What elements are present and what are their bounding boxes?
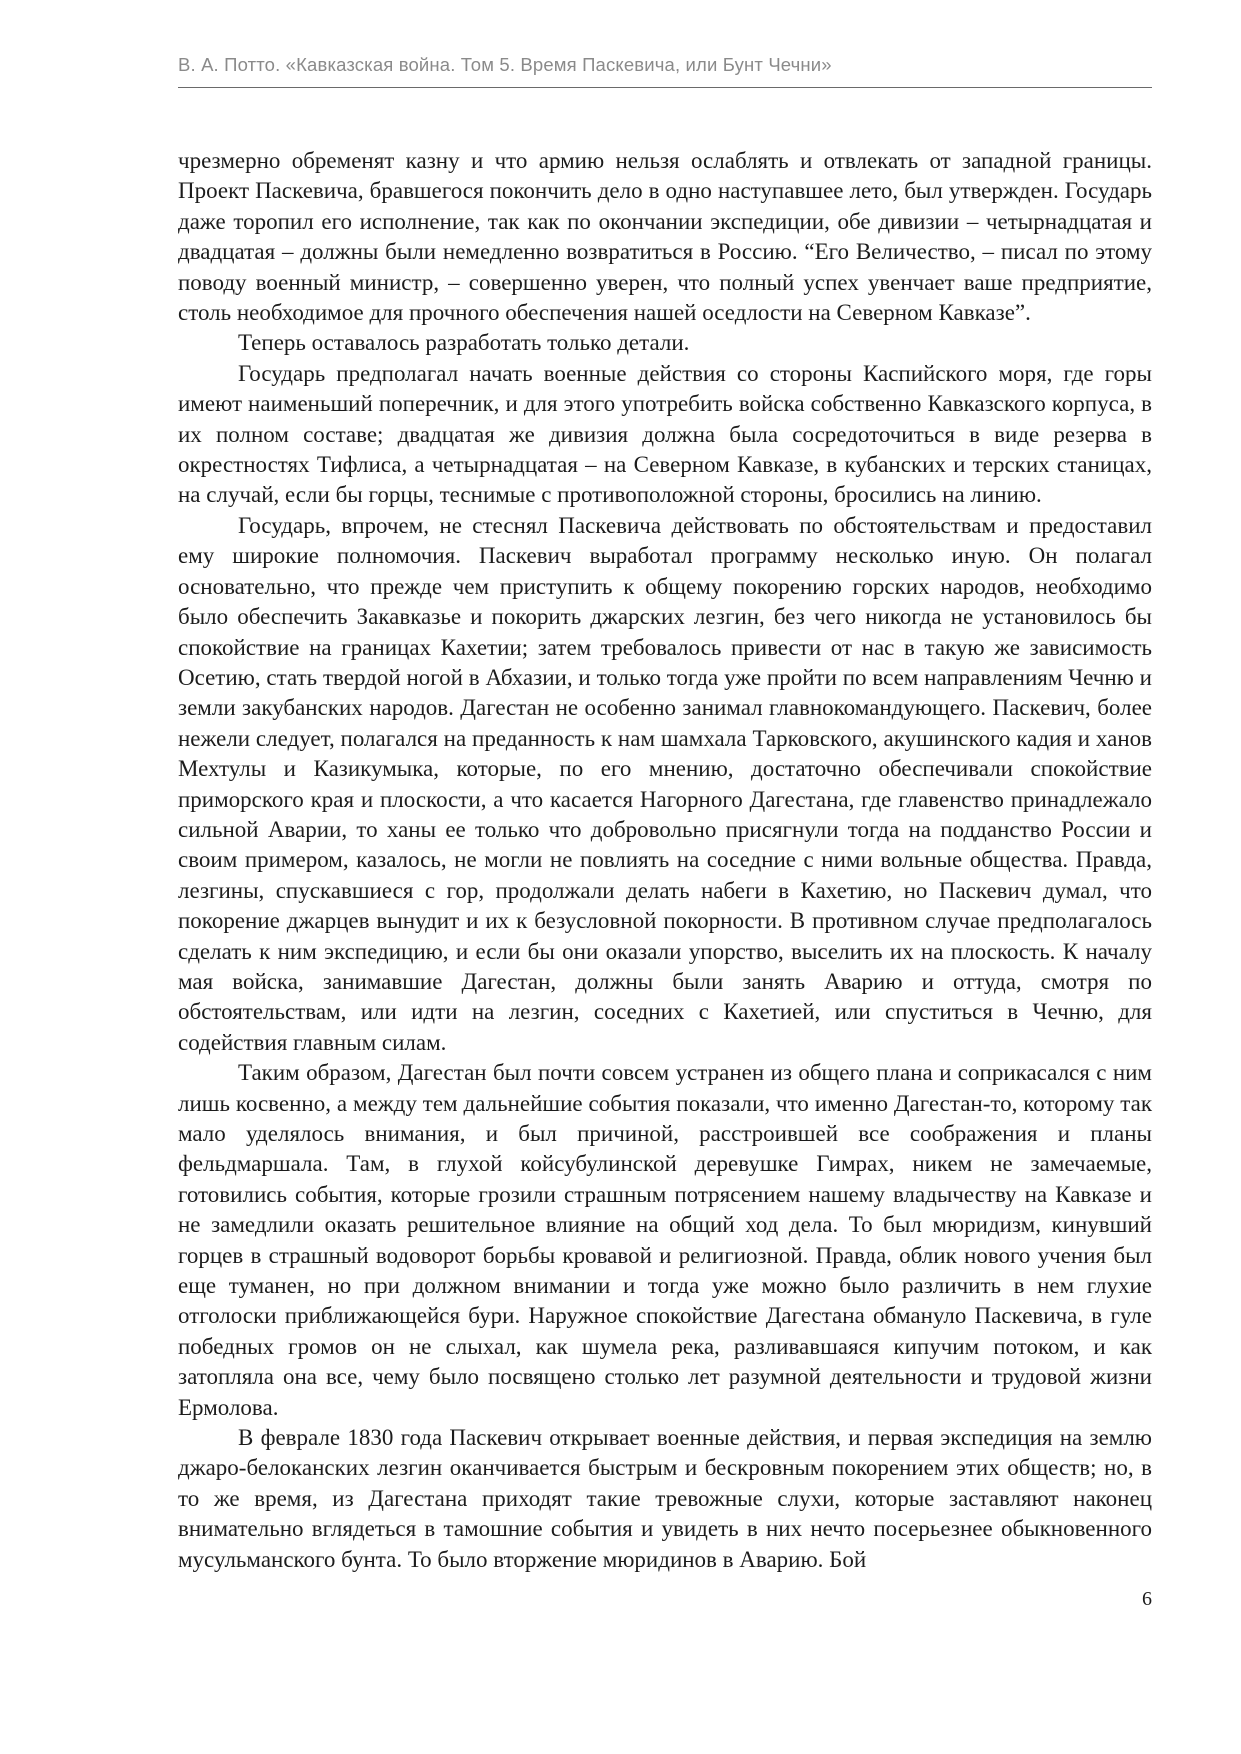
running-header: В. А. Потто. «Кавказская война. Том 5. Время Паскевича, или Бунт Чечни» <box>178 54 832 75</box>
paragraph-continuation: чрезмерно обременят казну и что армию нельзя ослаблять и отвлекать от западной границы. Проект Паскевича, бравшегося покончить дело в одно наступавшее лето, был утвержден. Государь даже торопил его исполнение, так как по окончании экспедиции, обе дивизии – четырнадцатая и двадцатая – должны были немедленно возвратиться в Россию. “Его Величество, – писал по этому поводу военный министр, – совершенно уверен, что полный успех увенчает ваше предприятие, столь необходимое для прочного обеспечения нашей оседлости на Северном Кавказе”. <box>178 148 1152 326</box>
page-number: 6 <box>1142 1588 1152 1610</box>
header-rule <box>178 87 1152 88</box>
paragraph: Государь, впрочем, не стеснял Паскевича действовать по обстоятельствам и предоставил ему широкие полномочия. Паскевич выработал программу несколько иную. Он полагал основательно, что прежде чем приступить к общему покорению горских народов, необходимо было обеспечить Закавказье и покорить джарских лезгин, без чего никогда не установилось бы спокойствие на границах Кахетии; затем требовалось привести от нас в такую же зависимость Осетию, стать твердой ногой в Абхазии, и только тогда уже пройти по всем направлениям Чечню и земли закубанских народов. Дагестан не особенно занимал главнокомандующего. Паскевич, более нежели следует, полагался на преданность к нам шамхала Тарковского, акушинского кадия и ханов Мехтулы и Казикумыка, которые, по его мнению, достаточно обеспечивали спокойствие приморского края и плоскости, а что касается Нагорного Дагестана, где главенство принадлежало сильной Аварии, то ханы ее только что добровольно присягнули тогда на подданство России и своим примером, казалось, не могли не повлиять на соседние с ними вольные общества. Правда, лезгины, спускавшиеся с гор, продолжали делать набеги в Кахетию, но Паскевич думал, что покорение джарцев вынудит и их к безусловной покорности. В противном случае предполагалось сделать к ним экспедицию, и если бы они оказали упорство, выселить их на плоскость. К началу мая войска, занимавшие Дагестан, должны были занять Аварию и оттуда, смотря по обстоятельствам, или идти на лезгин, соседних с Кахетией, или спуститься в Чечню, для содействия главным силам. <box>178 512 1152 1055</box>
paragraph: Государь предполагал начать военные действия со стороны Каспийского моря, где горы имеют наименьший поперечник, и для этого употребить войска собственно Кавказского корпуса, в их полном составе; двадцатая же дивизия должна была сосредоточиться в виде резерва в окрестностях Тифлиса, а четырнадцатая – на Северном Кавказе, в кубанских и терских станицах, на случай, если бы горцы, теснимые с противоположной стороны, бросились на линию. <box>178 360 1152 508</box>
body-text <box>178 146 1152 1575</box>
paragraph: Теперь оставалось разработать только детали. <box>238 330 690 356</box>
paragraph: В феврале 1830 года Паскевич открывает военные действия, и первая экспедиция на землю джаро-белоканских лезгин оканчивается быстрым и бескровным покорением этих обществ; но, в то же время, из Дагестана приходят такие тревожные слухи, которые заставляют наконец внимательно вглядеться в тамошние события и увидеть в них нечто посерьезнее обыкновенного мусульманского бунта. То было вторжение мюридинов в Аварию. Бой <box>178 1425 1152 1572</box>
paragraph: Таким образом, Дагестан был почти совсем устранен из общего плана и соприкасался с ним лишь косвенно, а между тем дальнейшие события показали, что именно Дагестан-то, которому так мало уделялось внимания, и был причиной, расстроившей все соображения и планы фельдмаршала. Там, в глухой койсубулинской деревушке Гимрах, никем не замечаемые, готовились события, которые грозили страшным потрясением нашему владычеству на Кавказе и не замедлили оказать решительное влияние на общий ход дела. То был мюридизм, кинувший горцев в страшный водоворот борьбы кровавой и религиозной. Правда, облик нового учения был еще туманен, но при должном внимании и тогда уже можно было различить в нем глухие отголоски приближающейся бури. Наружное спокойствие Дагестана обмануло Паскевича, в гуле победных громов он не слыхал, как шумела река, разливавшаяся кипучим потоком, и как затопляла она все, чему было посвящено столько лет разумной деятельности и трудовой жизни Ермолова. <box>178 1060 1152 1420</box>
